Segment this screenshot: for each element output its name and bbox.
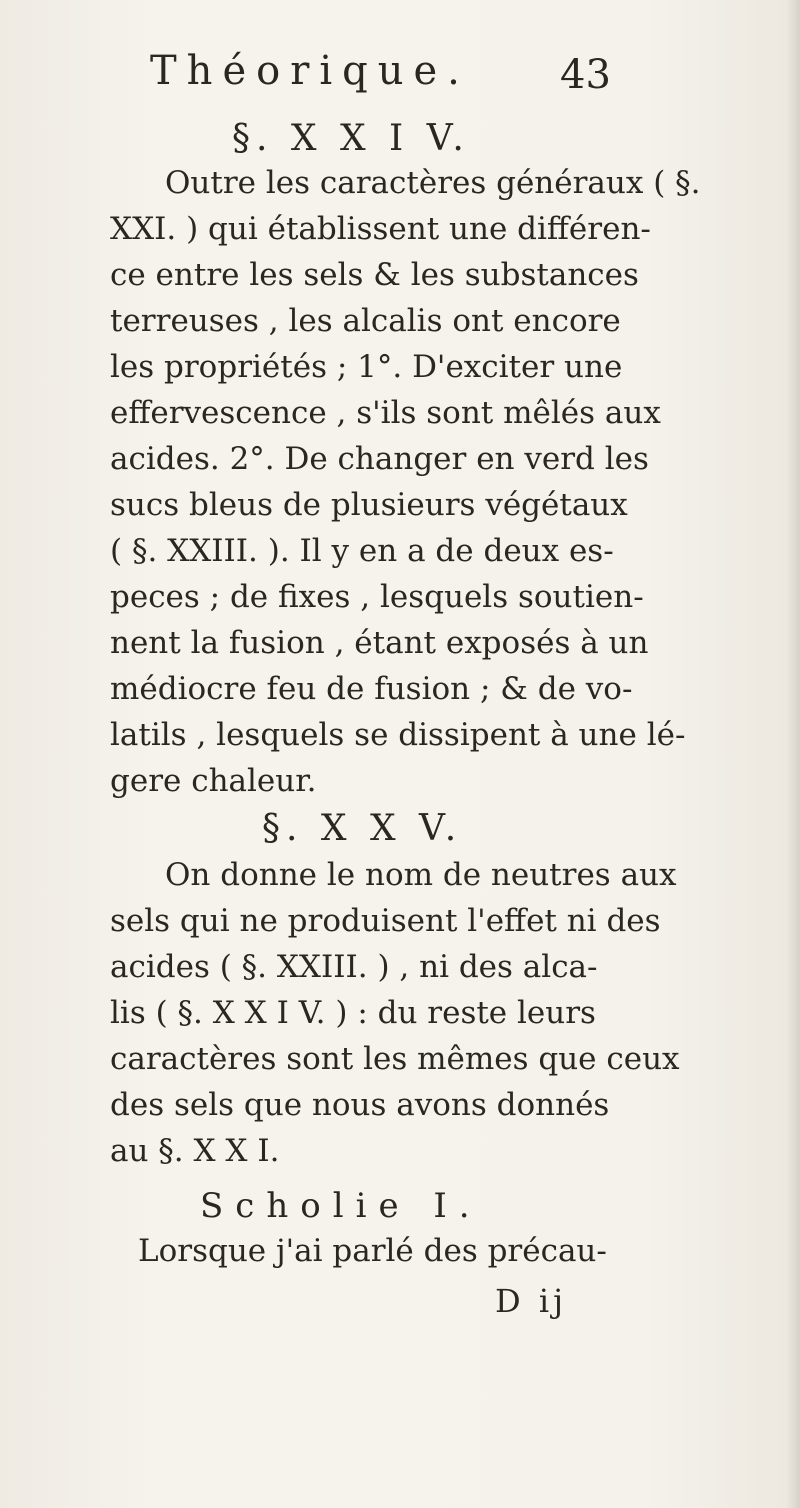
text-line: nent la fusion , étant exposés à un [110, 625, 649, 661]
text-line: au §. X X I. [110, 1133, 280, 1169]
page-edge-shadow [786, 0, 800, 1508]
section-heading-xxiv: §. X X I V. [232, 118, 470, 159]
text-line: terreuses , les alcalis ont encore [110, 303, 621, 339]
text-line: médiocre feu de fusion ; & de vo- [110, 671, 633, 707]
running-title: Théorique. [150, 48, 470, 94]
text-line: gere chaleur. [110, 763, 317, 799]
text-line: latils , lesquels se dissipent à une lé- [110, 717, 686, 753]
text-line: effervescence , s'ils sont mêlés aux [110, 395, 661, 431]
text-line: caractères sont les mêmes que ceux [110, 1041, 680, 1077]
text-line: acides ( §. XXIII. ) , ni des alca- [110, 949, 598, 985]
text-line: peces ; de fixes , lesquels soutien- [110, 579, 644, 615]
text-line: XXI. ) qui établissent une différen- [110, 211, 651, 247]
text-line: sels qui ne produisent l'effet ni des [110, 903, 661, 939]
text-line: Lorsque j'ai parlé des précau- [138, 1233, 607, 1269]
signature-mark: D ij [495, 1282, 567, 1320]
scholie-heading: Scholie I. [200, 1186, 482, 1226]
page-number: 43 [560, 52, 611, 98]
text-line: ce entre les sels & les substances [110, 257, 639, 293]
running-header [150, 48, 610, 100]
text-line: acides. 2°. De changer en verd les [110, 441, 649, 477]
text-line: lis ( §. X X I V. ) : du reste leurs [110, 995, 596, 1031]
text-line: les propriétés ; 1°. D'exciter une [110, 349, 623, 385]
text-line: ( §. XXIII. ). Il y en a de deux es- [110, 533, 614, 569]
section-heading-xxv: §. X X V. [262, 808, 463, 849]
text-line: sucs bleus de plusieurs végétaux [110, 487, 628, 523]
text-line: On donne le nom de neutres aux [165, 857, 677, 893]
text-line: des sels que nous avons donnés [110, 1087, 610, 1123]
text-line: Outre les caractères généraux ( §. [165, 165, 701, 201]
